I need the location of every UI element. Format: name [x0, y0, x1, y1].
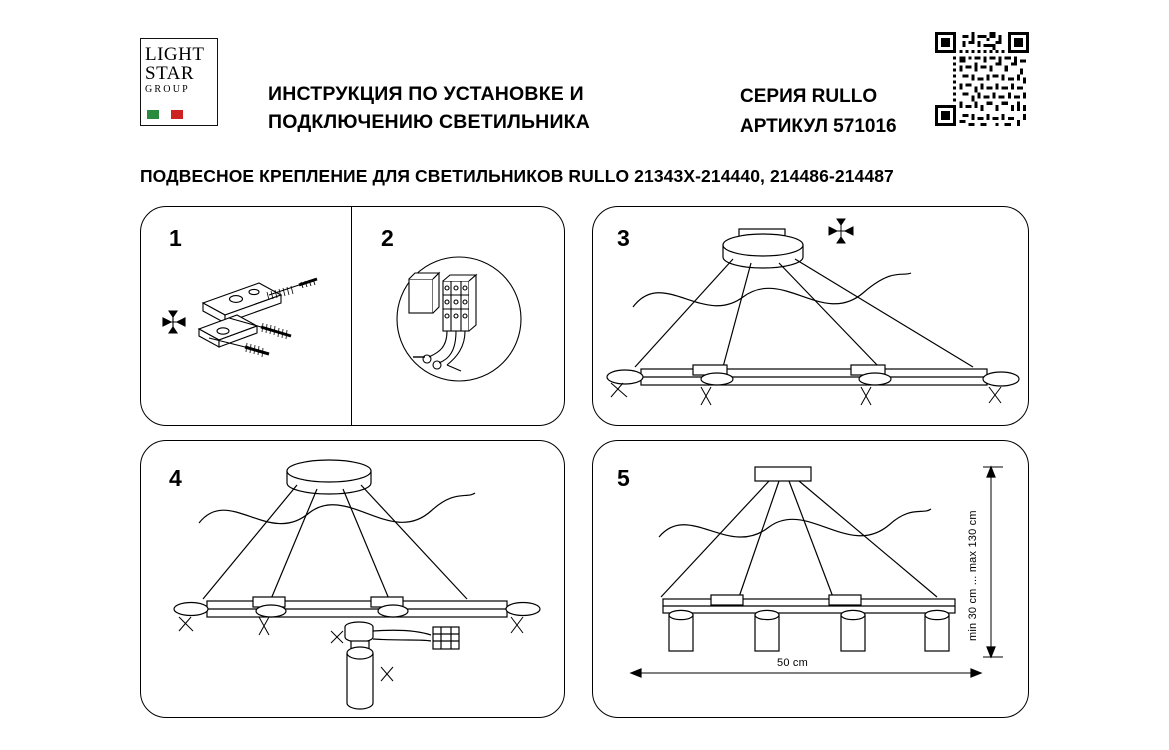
logo-line-2: STAR: [145, 63, 195, 84]
header: [140, 32, 1030, 137]
italy-flag-icon: [147, 110, 183, 119]
diagram-step-2: [351, 207, 564, 425]
logo-line-1: LIGHT: [145, 44, 205, 65]
brand-logo: [140, 38, 218, 126]
page-title-line-2: ПОДКЛЮЧЕНИЮ СВЕТИЛЬНИКА: [268, 111, 591, 133]
dimension-height-label: min 30 cm ... max 130 cm: [967, 510, 979, 641]
step-panel-3: [592, 206, 1029, 426]
page-title-line-1: ИНСТРУКЦИЯ ПО УСТАНОВКЕ И: [268, 83, 584, 105]
diagram-step-3: [593, 207, 1028, 425]
diagram-step-4: [141, 441, 564, 717]
section-subtitle: ПОДВЕСНОЕ КРЕПЛЕНИЕ ДЛЯ СВЕТИЛЬНИКОВ RULLO 21343Х-214440, 214486-214487: [140, 166, 894, 186]
article-label: АРТИКУЛ 571016: [740, 116, 897, 137]
diagram-step-5: [593, 441, 1028, 717]
step-number-5: 5: [617, 465, 630, 491]
step-number-2: 2: [381, 225, 394, 251]
qr-code-icon: [935, 32, 1029, 126]
step-number-3: 3: [617, 225, 630, 251]
page-title: [268, 80, 688, 136]
series-label: СЕРИЯ RULLO: [740, 86, 878, 107]
step-number-4: 4: [169, 465, 182, 491]
step-panel-4: [140, 440, 565, 718]
dimension-width-label: 50 cm: [777, 657, 808, 669]
step-panel-1-2: [140, 206, 565, 426]
logo-line-3: GROUP: [145, 84, 190, 95]
step-number-1: 1: [169, 225, 182, 251]
step-panel-5: [592, 440, 1029, 718]
